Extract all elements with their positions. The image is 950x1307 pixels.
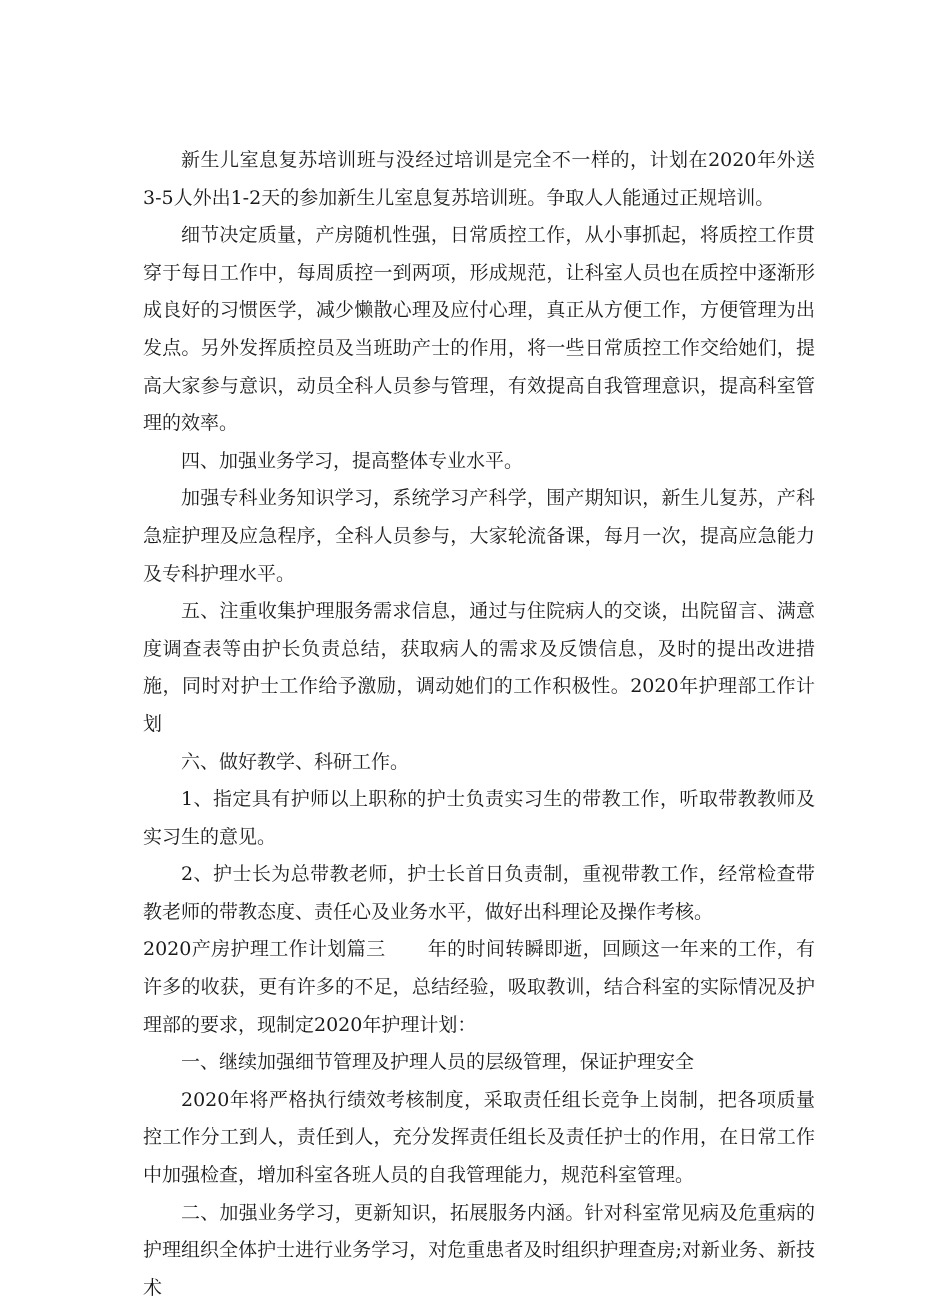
paragraph-quality-control: 细节决定质量，产房随机性强，日常质控工作，从小事抓起，将质控工作贯穿于每日工作中，每周质控一到两项，形成规范，让科室人员也在质控中逐渐形成良好的习惯医学，减少懒散心理及应付心理，真正从方便工作，方便管理为出发点。另外发挥质控员及当班助产士的作用，将一些日常质控工作交给她们，提高大家参与意识，动员全科人员参与管理，有效提高自我管理意识，提高科室管理的效率。 xyxy=(143,224,815,435)
paragraph-specialty-study: 加强专科业务知识学习，系统学习产科学，围产期知识，新生儿复苏，产科急症护理及应急程序，全科人员参与，大家轮流备课，每月一次，提高应急能力及专科护理水平。 xyxy=(143,487,815,585)
heading-teaching-research: 六、做好教学、科研工作。 xyxy=(181,750,410,773)
paragraph-performance-review: 2020年将严格执行绩效考核制度，采取责任组长竞争上岗制，把各项质量控工作分工到人，责任到人，充分发挥责任组长及责任护士的作用，在日常工作中加强检查，增加科室各班人员的自我管理能力，规范科室管理。 xyxy=(143,1088,815,1187)
paragraph-teaching-item-2: 2、护士长为总带教老师，护士长首日负责制，重视带教工作，经常检查带教老师的带教态度、责任心及业务水平，做好出科理论及操作考核。 xyxy=(143,863,815,923)
section-heading: 2020产房护理工作计划篇三 xyxy=(143,938,386,961)
paragraph-service-feedback: 五、注重收集护理服务需求信息，通过与住院病人的交谈，出院留言、满意度调查表等由护长负责总结，获取病人的需求及反馈信息，及时的提出改进措施，同时对护士工作给予激励，调动她们的工作积极性。2020年护理部工作计划 xyxy=(143,600,815,735)
paragraph-section-three xyxy=(143,931,815,1044)
heading-business-study: 四、加强业务学习，提高整体专业水平。 xyxy=(181,449,524,472)
paragraph-update-knowledge: 二、加强业务学习，更新知识，拓展服务内涵。针对科室常见病及危重病的护理组织全体护士进行业务学习，对危重患者及时组织护理查房;对新业务、新技术 xyxy=(143,1201,815,1299)
section-intro: 年的时间转瞬即逝，回顾这一年来的工作，有许多的收获，更有许多的不足，总结经验，吸取教训，结合科室的实际情况及护理部的要求，现制定2020年护理计划： xyxy=(143,938,815,1036)
heading-detail-management: 一、继续加强细节管理及护理人员的层级管理，保证护理安全 xyxy=(181,1051,695,1074)
document-body xyxy=(143,142,815,1307)
paragraph-teaching-item-1: 1、指定具有护师以上职称的护士负责实习生的带教工作，听取带教教师及实习生的意见。 xyxy=(143,788,815,848)
paragraph-training: 新生儿室息复苏培训班与没经过培训是完全不一样的，计划在2020年外送3-5人外出1-2天的参加新生儿室息复苏培训班。争取人人能通过正规培训。 xyxy=(143,149,815,209)
